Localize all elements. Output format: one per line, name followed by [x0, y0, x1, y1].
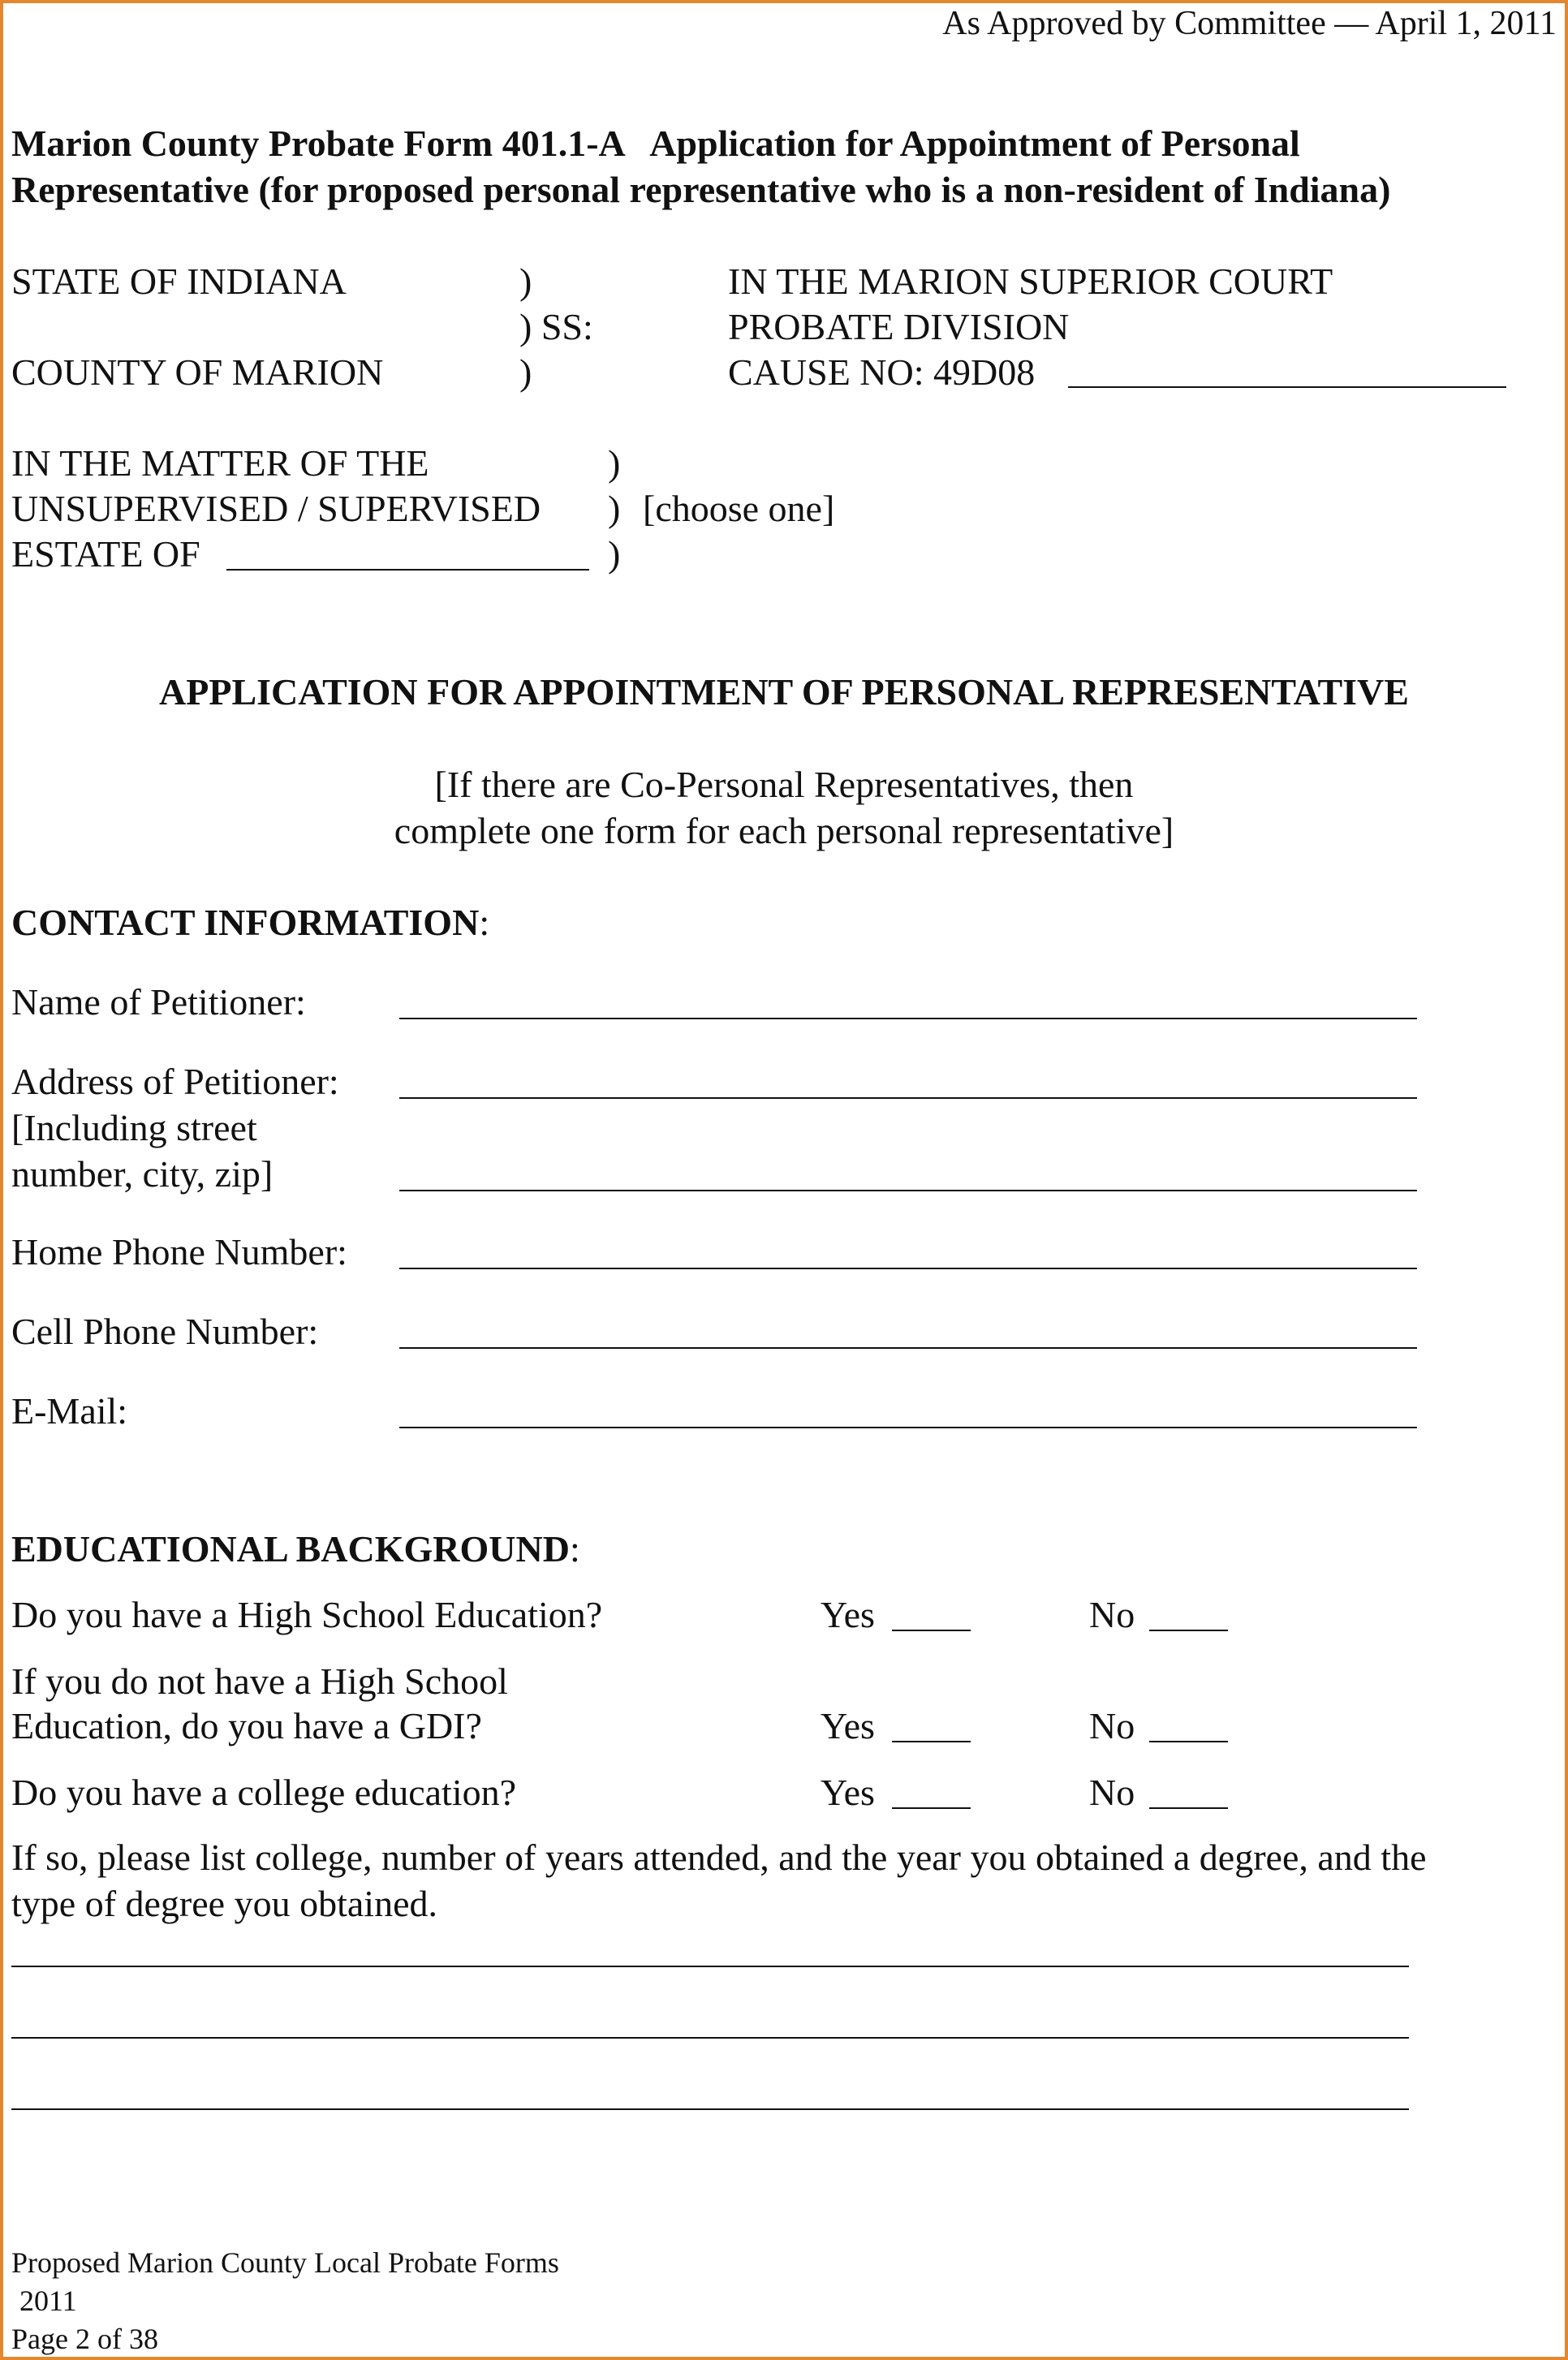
college-list-field-2[interactable] — [11, 2037, 1409, 2039]
high-school-yes-label: Yes — [821, 1594, 875, 1635]
state-label: STATE OF INDIANA — [11, 261, 347, 302]
address-field-2[interactable] — [399, 1190, 1417, 1191]
education-heading-colon: : — [569, 1528, 580, 1570]
address-sub-label-2: number, city, zip] — [11, 1153, 274, 1195]
matter-paren-3: ) — [608, 533, 621, 575]
form-title-line1: Marion County Probate Form 401.1-A Application for Appointment of Personal — [11, 123, 1300, 164]
high-school-no-field[interactable] — [1149, 1630, 1228, 1631]
college-list-instruction-2: type of degree you obtained. — [11, 1883, 437, 1924]
college-yes-field[interactable] — [892, 1807, 971, 1809]
email-label: E-Mail: — [11, 1390, 128, 1432]
form-title-line2: Representative (for proposed personal representative who is a non-resident of Indiana) — [11, 169, 1391, 210]
address-label: Address of Petitioner: — [11, 1061, 339, 1102]
education-heading-text: EDUCATIONAL BACKGROUND — [11, 1528, 570, 1570]
matter-paren-2: ) — [608, 488, 621, 529]
college-list-field-3[interactable] — [11, 2108, 1409, 2110]
gdi-no-label: No — [1089, 1705, 1135, 1746]
high-school-yes-field[interactable] — [892, 1630, 971, 1631]
estate-name-field[interactable] — [226, 569, 589, 571]
address-sub-label-1: [Including street — [11, 1107, 257, 1148]
contact-heading — [11, 904, 489, 941]
address-field-1[interactable] — [399, 1097, 1417, 1099]
home-phone-label: Home Phone Number: — [11, 1231, 347, 1273]
cell-phone-field[interactable] — [399, 1347, 1417, 1349]
application-heading: APPLICATION FOR APPOINTMENT OF PERSONAL REPRESENTATIVE — [159, 671, 1409, 713]
matter-paren-1: ) — [608, 442, 621, 484]
footer-forms-title: Proposed Marion County Local Probate Forms — [11, 2246, 559, 2279]
gdi-yes-field[interactable] — [892, 1741, 971, 1742]
cell-phone-label: Cell Phone Number: — [11, 1311, 319, 1352]
gdi-no-field[interactable] — [1149, 1741, 1228, 1742]
contact-heading-colon: : — [479, 902, 490, 943]
footer-year: 2011 — [19, 2285, 77, 2317]
college-list-field-1[interactable] — [11, 1966, 1409, 1967]
college-list-instruction-1: If so, please list college, number of years attended, and the year you obtained a degree, and the — [11, 1837, 1427, 1878]
footer-page-number: Page 2 of 38 — [11, 2323, 158, 2355]
email-field[interactable] — [399, 1427, 1417, 1428]
approval-header: As Approved by Committee — April 1, 2011 — [942, 5, 1557, 42]
matter-line2: UNSUPERVISED / SUPERVISED — [11, 488, 541, 529]
court-name: IN THE MARION SUPERIOR COURT — [728, 261, 1333, 302]
college-yes-label: Yes — [821, 1772, 875, 1813]
cause-number-field[interactable] — [1068, 386, 1506, 388]
matter-line1: IN THE MATTER OF THE — [11, 442, 429, 484]
college-question: Do you have a college education? — [11, 1772, 517, 1813]
court-division: PROBATE DIVISION — [728, 306, 1070, 347]
choose-one-note: [choose one] — [643, 488, 835, 529]
contact-heading-text: CONTACT INFORMATION — [11, 902, 480, 943]
college-no-label: No — [1089, 1772, 1135, 1813]
home-phone-field[interactable] — [399, 1268, 1417, 1269]
matter-line3: ESTATE OF — [11, 533, 200, 575]
caption-paren-ss: ) SS: — [519, 306, 593, 347]
name-label: Name of Petitioner: — [11, 981, 306, 1023]
name-field[interactable] — [399, 1018, 1417, 1019]
college-no-field[interactable] — [1149, 1807, 1228, 1809]
high-school-question: Do you have a High School Education? — [11, 1594, 603, 1635]
cause-number-label: CAUSE NO: 49D08 — [728, 351, 1036, 393]
high-school-no-label: No — [1089, 1594, 1135, 1635]
instruction-line1: [If there are Co-Personal Representatives, then — [434, 764, 1134, 805]
education-heading — [11, 1528, 580, 1570]
caption-paren-3: ) — [519, 351, 532, 393]
county-label: COUNTY OF MARION — [11, 351, 384, 393]
caption-paren-1: ) — [519, 261, 532, 302]
instruction-line2: complete one form for each personal representative] — [394, 810, 1174, 851]
gdi-question-line2: Education, do you have a GDI? — [11, 1705, 482, 1746]
gdi-yes-label: Yes — [821, 1705, 875, 1746]
gdi-question-line1: If you do not have a High School — [11, 1660, 508, 1702]
